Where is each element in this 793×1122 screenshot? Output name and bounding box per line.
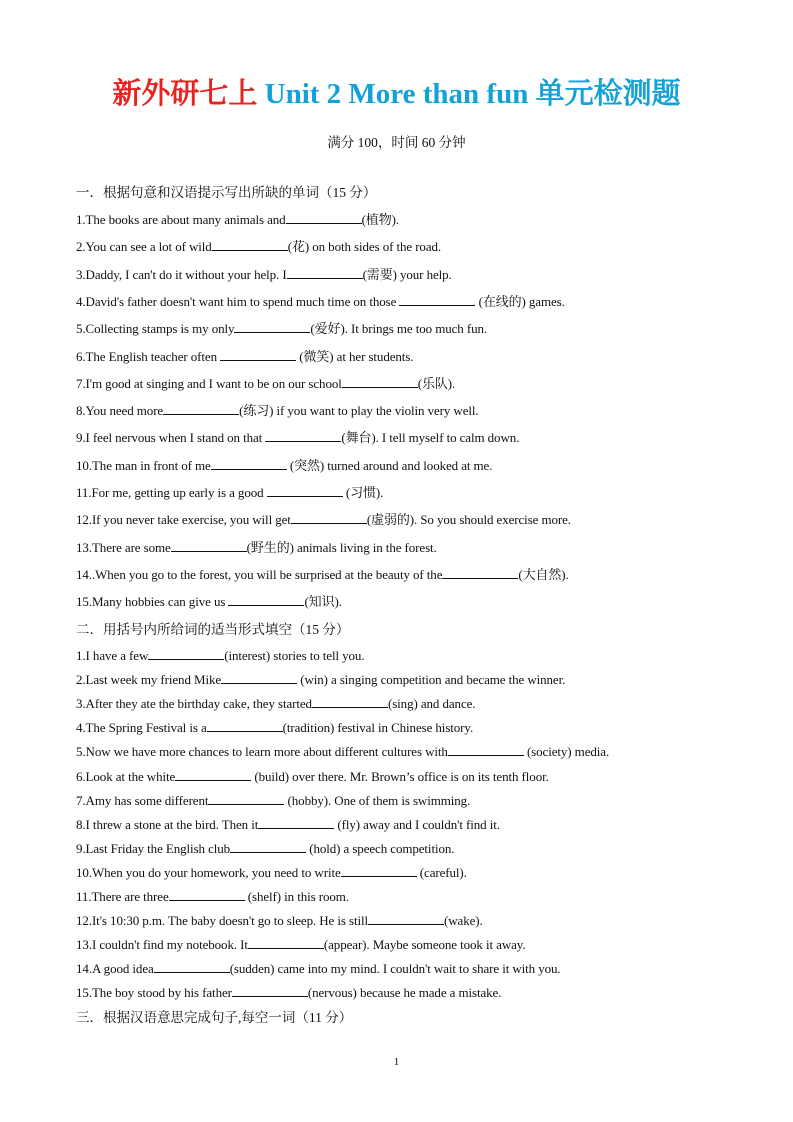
question-hint: (win) a singing competition and became the winner. (297, 672, 566, 688)
question-item (76, 210, 399, 230)
answer-blank[interactable] (207, 718, 283, 732)
question-hint: (interest) stories to tell you. (224, 648, 365, 663)
question-item (76, 347, 413, 367)
answer-blank[interactable] (448, 742, 524, 756)
question-hint: (需要) your help. (362, 266, 452, 282)
question-item (76, 374, 455, 394)
question-text: 13.There are some (76, 539, 171, 555)
question-item (76, 718, 473, 738)
question-item (76, 767, 549, 787)
answer-blank[interactable] (341, 863, 417, 877)
answer-blank[interactable] (171, 538, 247, 552)
question-text: 4.The Spring Festival is a (76, 720, 207, 736)
title-unit: Unit 2 More than fun (264, 78, 529, 110)
question-item (76, 265, 452, 285)
question-item (76, 983, 501, 1003)
answer-blank[interactable] (258, 815, 334, 829)
question-item (76, 791, 470, 811)
section-2-heading: 二．用括号内所给词的适当形式填空（15 分） (76, 622, 350, 637)
question-text: 3.After they ate the birthday cake, they started (76, 696, 312, 712)
question-text: 3.Daddy, I can't do it without your help. I (76, 266, 287, 282)
question-hint: (hobby). One of them is swimming. (284, 792, 471, 808)
question-hint: (微笑) at her students. (296, 348, 414, 364)
question-hint: (乐队). (417, 375, 456, 391)
question-item (76, 839, 454, 859)
question-item (76, 538, 437, 558)
question-hint: (careful). (416, 864, 467, 880)
question-text: 1.The books are about many animals and (76, 212, 286, 227)
question-text: 7.I'm good at singing and I want to be on our school (76, 375, 342, 391)
question-hint: (练习) if you want to play the violin very well. (239, 403, 479, 419)
question-item (76, 863, 467, 883)
question-item (76, 694, 475, 714)
question-hint: (虚弱的). So you should exercise more. (366, 512, 571, 528)
question-text: 5.Collecting stamps is my only (76, 321, 235, 337)
question-hint: (wake). (444, 913, 483, 929)
question-text: 11.There are three (76, 889, 169, 904)
question-text: 13.I couldn't find my notebook. It (76, 937, 248, 953)
question-hint: (sing) and dance. (387, 696, 476, 712)
question-item (76, 815, 500, 835)
answer-blank[interactable] (291, 510, 367, 524)
question-text: 5.Now we have more chances to learn more about different cultures with (76, 744, 448, 760)
answer-blank[interactable] (248, 935, 324, 949)
answer-blank[interactable] (232, 983, 308, 997)
answer-blank[interactable] (230, 839, 306, 853)
answer-blank[interactable] (228, 592, 304, 606)
question-text: 14..When you go to the forest, you will be surprised at the beauty of the (76, 566, 443, 582)
question-text: 8.I threw a stone at the bird. Then it (76, 816, 259, 832)
question-text: 10.The man in front of me (76, 457, 211, 473)
answer-blank[interactable] (399, 292, 475, 306)
question-hint: (植物). (361, 212, 399, 227)
question-item (76, 742, 609, 762)
answer-blank[interactable] (286, 210, 362, 224)
answer-blank[interactable] (163, 401, 239, 415)
question-hint: (大自然). (518, 566, 569, 582)
answer-blank[interactable] (208, 791, 284, 805)
question-text: 9.Last Friday the English club (76, 840, 231, 856)
question-item (76, 887, 349, 907)
question-hint: (fly) away and I couldn't find it. (334, 816, 500, 832)
answer-blank[interactable] (221, 670, 297, 684)
answer-blank[interactable] (169, 887, 245, 901)
question-text: 6.Look at the white (76, 768, 176, 784)
question-text: 11.For me, getting up early is a good (76, 485, 267, 500)
question-hint: (花) on both sides of the road. (287, 239, 442, 255)
question-hint: (tradition) festival in Chinese history. (282, 720, 474, 736)
answer-blank[interactable] (312, 694, 388, 708)
title-chinese-suffix: 单元检测题 (535, 78, 681, 110)
question-hint: (build) over there. Mr. Brown’s office is on its tenth floor. (251, 768, 549, 784)
question-hint: (舞台). I tell myself to calm down. (341, 430, 520, 446)
page-number: 1 (393, 1056, 400, 1068)
question-text: 7.Amy has some different (76, 792, 209, 808)
answer-blank[interactable] (220, 347, 296, 361)
question-text: 9.I feel nervous when I stand on that (76, 430, 266, 446)
answer-blank[interactable] (212, 237, 288, 251)
answer-blank[interactable] (148, 646, 224, 660)
question-hint: (知识). (304, 594, 342, 610)
score-and-time: 满分 100，时间 60 分钟 (327, 135, 466, 150)
title-chinese-prefix: 新外研七上 (112, 78, 258, 110)
question-hint: (突然) turned around and looked at me. (286, 457, 493, 473)
question-hint: (习惯). (342, 485, 384, 500)
question-text: 2.Last week my friend Mike (76, 672, 222, 688)
question-text: 2.You can see a lot of wild (76, 239, 212, 255)
section-1-heading: 一．根据句意和汉语提示写出所缺的单词（15 分） (76, 185, 377, 200)
question-text: 8.You need more (76, 403, 164, 419)
question-hint: (爱好). It brings me too much fun. (310, 321, 488, 337)
answer-blank[interactable] (211, 456, 287, 470)
question-text: 15.The boy stood by his father (76, 985, 232, 1001)
answer-blank[interactable] (154, 959, 230, 973)
question-hint: (hold) a speech competition. (306, 840, 455, 856)
question-item (76, 510, 571, 530)
section-3-heading: 三．根据汉语意思完成句子,每空一词（11 分） (76, 1010, 353, 1025)
document-title (0, 74, 793, 114)
answer-blank[interactable] (267, 483, 343, 497)
question-hint: (在线的) games. (475, 293, 565, 309)
answer-blank[interactable] (175, 767, 251, 781)
question-hint: (sudden) came into my mind. I couldn't wait to share it with you. (229, 961, 561, 977)
question-text: 4.David's father doesn't want him to spend much time on those (76, 293, 400, 309)
answer-blank[interactable] (342, 374, 418, 388)
question-text: 1.I have a few (76, 648, 149, 663)
question-item (76, 565, 569, 585)
question-item (76, 592, 342, 612)
answer-blank[interactable] (234, 319, 310, 333)
question-item (76, 483, 383, 503)
question-hint: (appear). Maybe someone took it away. (323, 937, 526, 953)
question-hint: (shelf) in this room. (244, 889, 349, 904)
question-hint: (野生的) animals living in the forest. (246, 539, 437, 555)
question-text: 10.When you do your homework, you need to write (76, 864, 341, 880)
question-item (76, 935, 525, 955)
question-text: 14.A good idea (76, 961, 154, 977)
question-text: 6.The English teacher often (76, 348, 221, 364)
question-text: 12.If you never take exercise, you will get (76, 512, 291, 528)
question-item (76, 319, 487, 339)
question-item (76, 237, 441, 257)
question-item (76, 456, 492, 476)
answer-blank[interactable] (368, 911, 444, 925)
question-item (76, 292, 565, 312)
answer-blank[interactable] (287, 265, 363, 279)
question-text: 15.Many hobbies can give us (76, 594, 229, 610)
question-item (76, 646, 364, 666)
question-item (76, 401, 479, 421)
question-item (76, 428, 519, 448)
question-item (76, 670, 565, 690)
answer-blank[interactable] (265, 428, 341, 442)
question-item (76, 959, 561, 979)
question-text: 12.It's 10:30 p.m. The baby doesn't go to sleep. He is still (76, 913, 369, 929)
answer-blank[interactable] (442, 565, 518, 579)
question-hint: (nervous) because he made a mistake. (307, 985, 502, 1001)
question-item (76, 911, 483, 931)
question-hint: (society) media. (523, 744, 610, 760)
